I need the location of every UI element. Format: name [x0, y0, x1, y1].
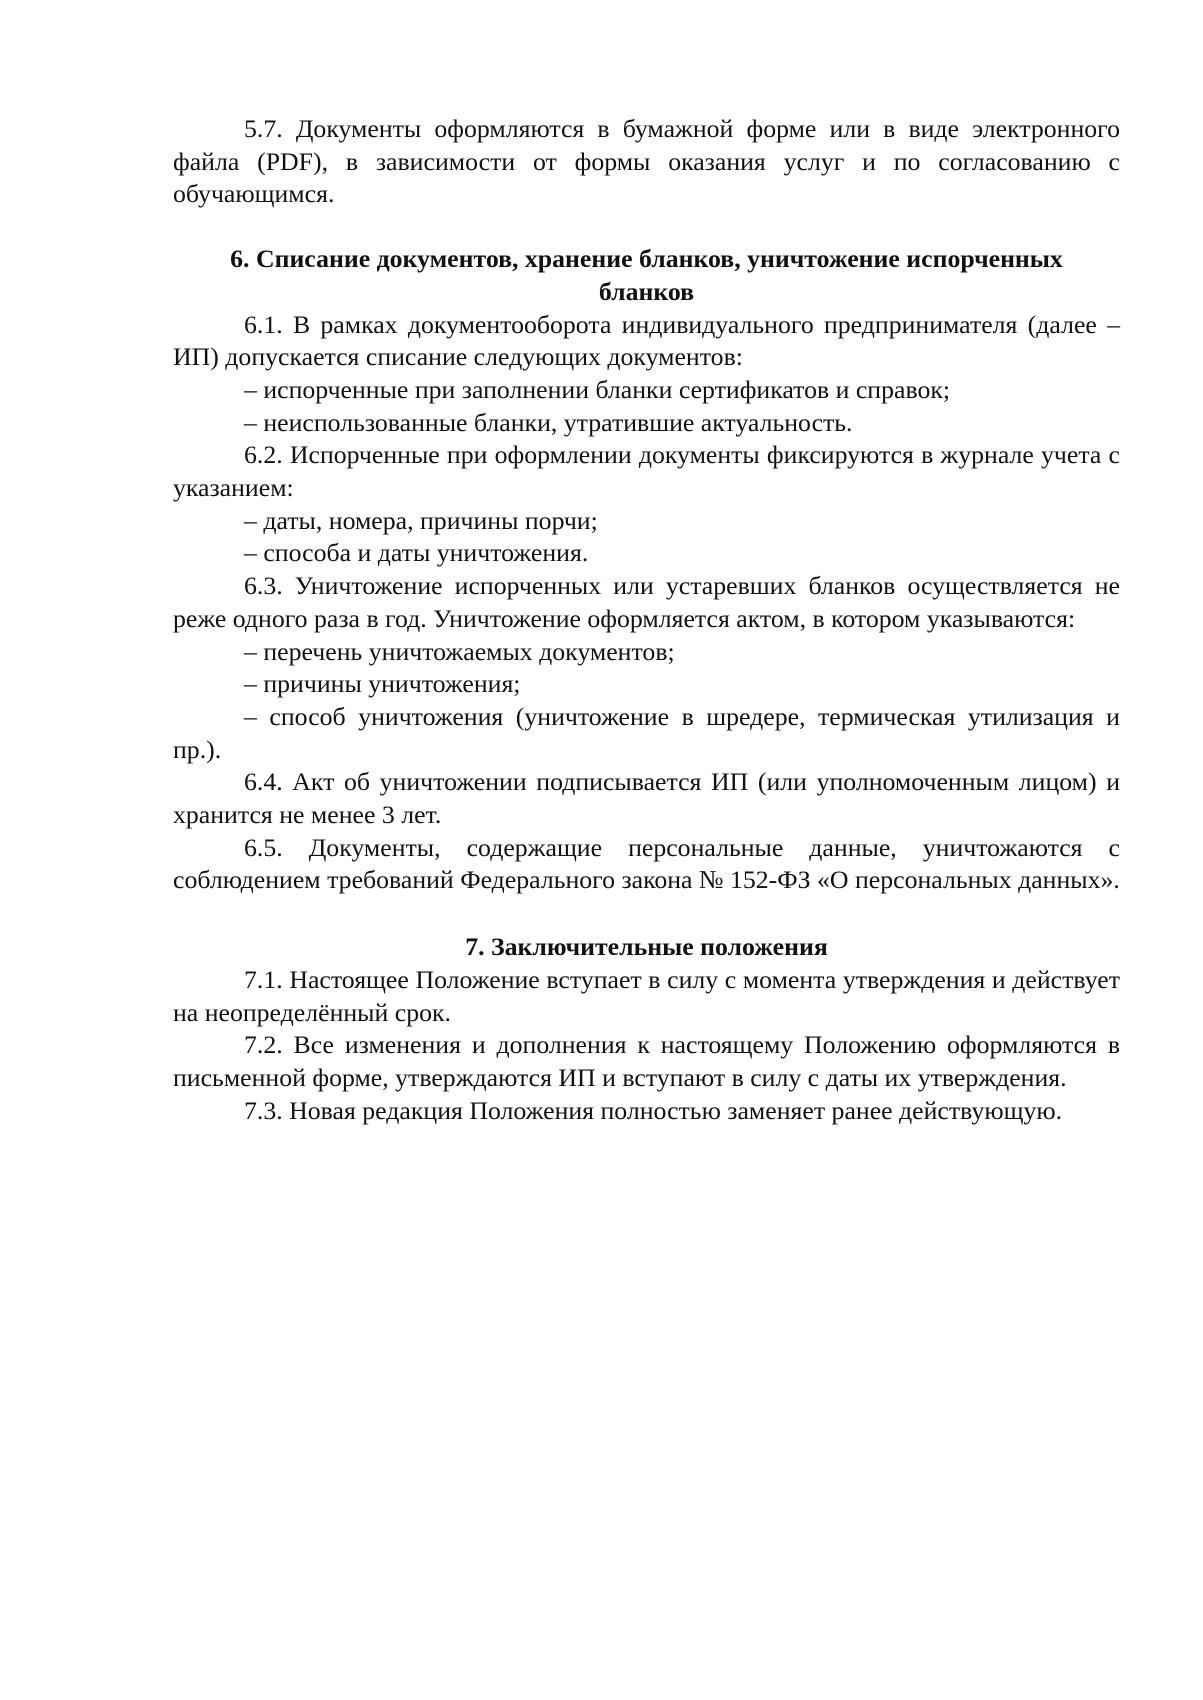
paragraph-6-4: 6.4. Акт об уничтожении подписывается ИП (или уполномоченным лицом) и хранится не менее 3 лет. — [173, 767, 1120, 830]
spacer — [173, 211, 1120, 243]
list-item-6-3-2: – причины уничтожения; — [244, 669, 521, 699]
list-item-6-2-2: – способа и даты уничтожения. — [244, 538, 589, 568]
document-body — [173, 113, 1120, 1127]
paragraph-6-1: 6.1. В рамках документооборота индивидуального предпринимателя (далее – ИП) допускается списание следующих документов: — [173, 309, 1120, 372]
list-item-6-2-1: – даты, номера, причины порчи; — [244, 505, 598, 535]
paragraph-6-5: 6.5. Документы, содержащие персональные данные, уничтожаются с соблюдением требований Федерального закона № 152-ФЗ «О персональных данных». — [173, 832, 1120, 895]
section-6-heading-line-1: 6. Списание документов, хранение бланков, уничтожение испорченных — [230, 244, 1063, 274]
paragraph-5-7: 5.7. Документы оформляются в бумажной форме или в виде электронного файла (PDF), в зависимости от формы оказания услуг и по согласованию с обучающимся. — [173, 114, 1120, 209]
paragraph-7-2: 7.2. Все изменения и дополнения к настоящему Положению оформляются в письменной форме, утверждаются ИП и вступают в силу с даты их утверждения. — [173, 1030, 1120, 1092]
list-item-6-1-2: – неиспользованные бланки, утратившие актуальность. — [244, 407, 853, 437]
spacer — [173, 897, 1120, 931]
list-item-6-1-1: – испорченные при заполнении бланки сертификатов и справок; — [244, 374, 951, 404]
list-item-6-3-1: – перечень уничтожаемых документов; — [244, 636, 675, 666]
list-item-6-3-3: – способ уничтожения (уничтожение в шредере, термическая утилизация и пр.). — [173, 701, 1120, 764]
paragraph-7-1: 7.1. Настоящее Положение вступает в силу с момента утверждения и действует на неопределённый срок. — [173, 964, 1120, 1027]
section-7-heading: 7. Заключительные положения — [465, 932, 828, 962]
paragraph-6-3: 6.3. Уничтожение испорченных или устаревших бланков осуществляется не реже одного раза в год. Уничтожение оформляется актом, в котором указываются: — [173, 571, 1120, 633]
paragraph-6-2: 6.2. Испорченные при оформлении документы фиксируются в журнале учета с указанием: — [173, 440, 1120, 503]
section-6-heading-line-2: бланков — [598, 276, 695, 306]
paragraph-7-3: 7.3. Новая редакция Положения полностью заменяет ранее действующую. — [244, 1095, 1063, 1125]
